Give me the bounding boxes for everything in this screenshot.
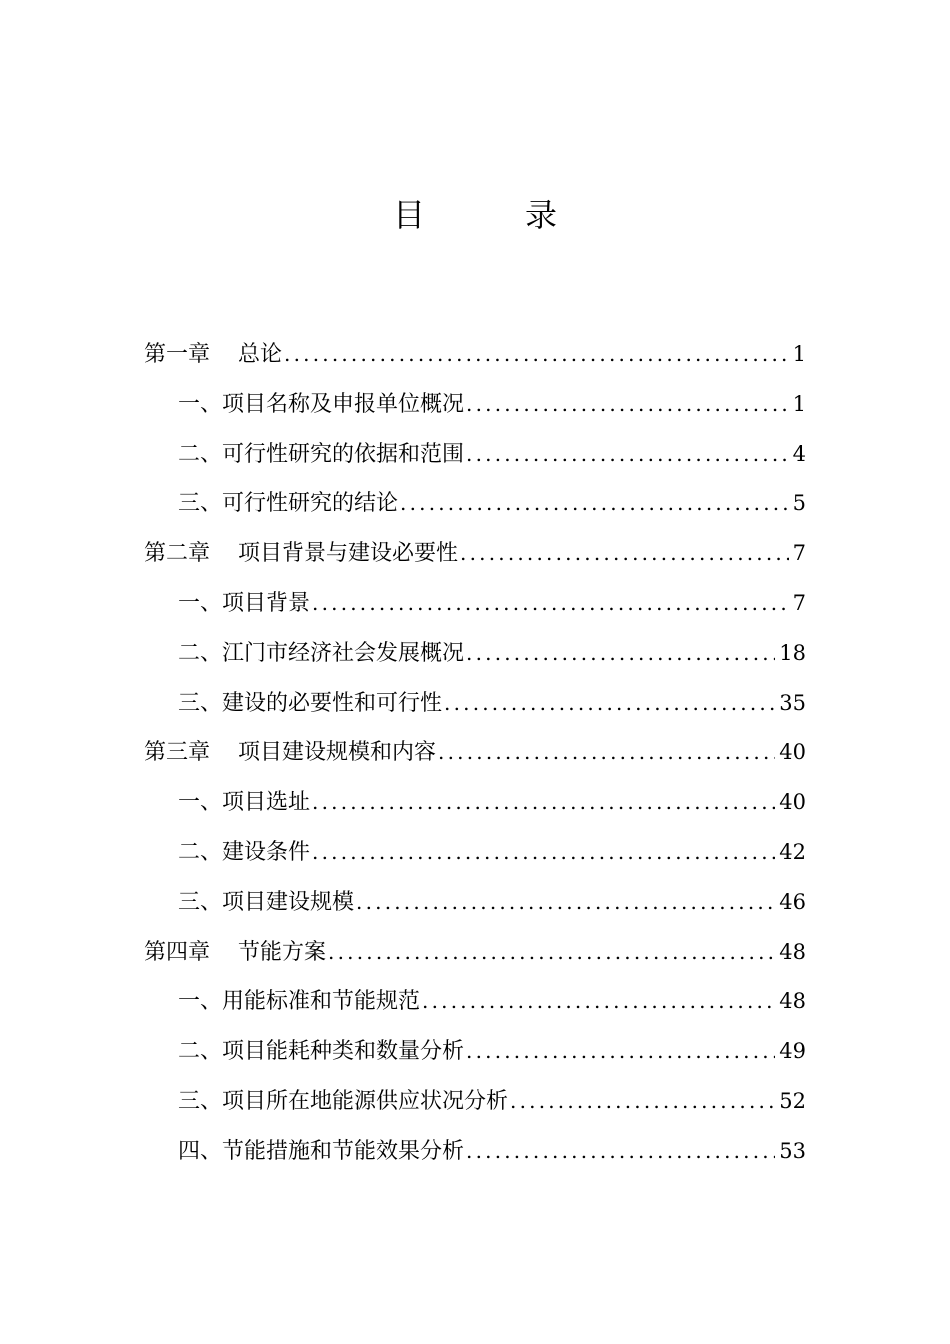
toc-chapter-number: 第三章: [144, 740, 211, 766]
toc-page-number: 40: [779, 790, 806, 815]
toc-dot-leader: [284, 330, 789, 380]
toc-dot-leader: [466, 1127, 775, 1177]
toc-entry-title: 一、用能标准和节能规范: [178, 989, 421, 1015]
toc-dot-leader: [328, 928, 775, 978]
toc-page-number: 49: [779, 1039, 806, 1064]
toc-page-number: 48: [779, 939, 806, 964]
toc-dot-leader: [312, 579, 789, 629]
toc-section-entry[interactable]: [144, 629, 806, 679]
toc-dot-leader: [438, 728, 775, 778]
toc-page-number: 42: [779, 839, 806, 864]
toc-page-number: 52: [779, 1088, 806, 1113]
toc-section-entry[interactable]: [144, 977, 806, 1027]
toc-entry-title: 二、可行性研究的依据和范围: [178, 441, 465, 467]
toc-section-entry[interactable]: [144, 1127, 806, 1177]
toc-dot-leader: [356, 878, 775, 928]
toc-dot-leader: [466, 430, 789, 480]
toc-dot-leader: [422, 977, 775, 1027]
toc-section-entry[interactable]: [144, 1027, 806, 1077]
toc-entry-title: 三、建设的必要性和可行性: [178, 690, 443, 716]
toc-page-number: 18: [779, 640, 806, 665]
toc-chapter-number: 第四章: [144, 939, 211, 965]
toc-entry-title: 一、项目选址: [178, 790, 311, 816]
toc-section-entry[interactable]: [144, 828, 806, 878]
toc-section-entry[interactable]: [144, 778, 806, 828]
toc-page-number: 46: [779, 889, 806, 914]
toc-entry-title: 三、可行性研究的结论: [178, 491, 399, 517]
toc-entry-title: 总论: [238, 342, 283, 367]
toc-dot-leader: [466, 629, 775, 679]
toc-section-entry[interactable]: [144, 430, 806, 480]
toc-dot-leader: [312, 828, 775, 878]
toc-page-number: 35: [779, 690, 806, 715]
toc-section-entry[interactable]: [144, 1077, 806, 1127]
toc-dot-leader: [466, 1027, 775, 1077]
table-of-contents: [144, 330, 806, 1177]
toc-dot-leader: [460, 529, 789, 579]
toc-chapter-number: 第一章: [144, 342, 211, 367]
toc-page-number: 1: [792, 342, 806, 366]
toc-entry-title: 一、项目背景: [178, 590, 311, 616]
toc-dot-leader: [444, 679, 775, 729]
toc-section-entry[interactable]: [144, 479, 806, 529]
toc-section-entry[interactable]: [144, 679, 806, 729]
toc-page-number: 4: [792, 441, 806, 466]
toc-page-number: 7: [792, 541, 806, 566]
toc-dot-leader: [312, 778, 775, 828]
toc-section-entry[interactable]: [144, 380, 806, 430]
toc-page-number: 40: [779, 740, 806, 765]
toc-dot-leader: [510, 1077, 775, 1127]
toc-page-number: 53: [779, 1138, 806, 1163]
toc-section-entry[interactable]: [144, 878, 806, 928]
toc-chapter-entry[interactable]: [144, 529, 806, 579]
toc-chapter-entry[interactable]: [144, 728, 806, 778]
toc-entry-title: 一、项目名称及申报单位概况: [178, 391, 465, 417]
toc-entry-title: 三、项目所在地能源供应状况分析: [178, 1088, 509, 1114]
toc-page-number: 1: [792, 391, 806, 416]
page-title: [0, 190, 950, 240]
toc-chapter-number: 第二章: [144, 541, 211, 567]
toc-page-number: 5: [792, 491, 806, 516]
title-char-2: 录: [525, 196, 558, 234]
toc-chapter-entry[interactable]: [144, 330, 806, 380]
toc-entry-title: 三、项目建设规模: [178, 889, 355, 915]
toc-dot-leader: [466, 380, 789, 430]
toc-entry-title: 二、江门市经济社会发展概况: [178, 640, 465, 666]
toc-dot-leader: [400, 479, 789, 529]
title-char-1: 目: [392, 196, 425, 234]
toc-page-number: 7: [792, 590, 806, 615]
toc-section-entry[interactable]: [144, 579, 806, 629]
toc-entry-title: 二、项目能耗种类和数量分析: [178, 1039, 465, 1065]
toc-entry-title: 节能方案: [238, 939, 327, 965]
toc-entry-title: 二、建设条件: [178, 839, 311, 865]
toc-entry-title: 项目背景与建设必要性: [238, 541, 459, 567]
toc-entry-title: 项目建设规模和内容: [238, 740, 437, 766]
toc-entry-title: 四、节能措施和节能效果分析: [178, 1138, 465, 1164]
toc-chapter-entry[interactable]: [144, 928, 806, 978]
toc-page-number: 48: [779, 989, 806, 1014]
